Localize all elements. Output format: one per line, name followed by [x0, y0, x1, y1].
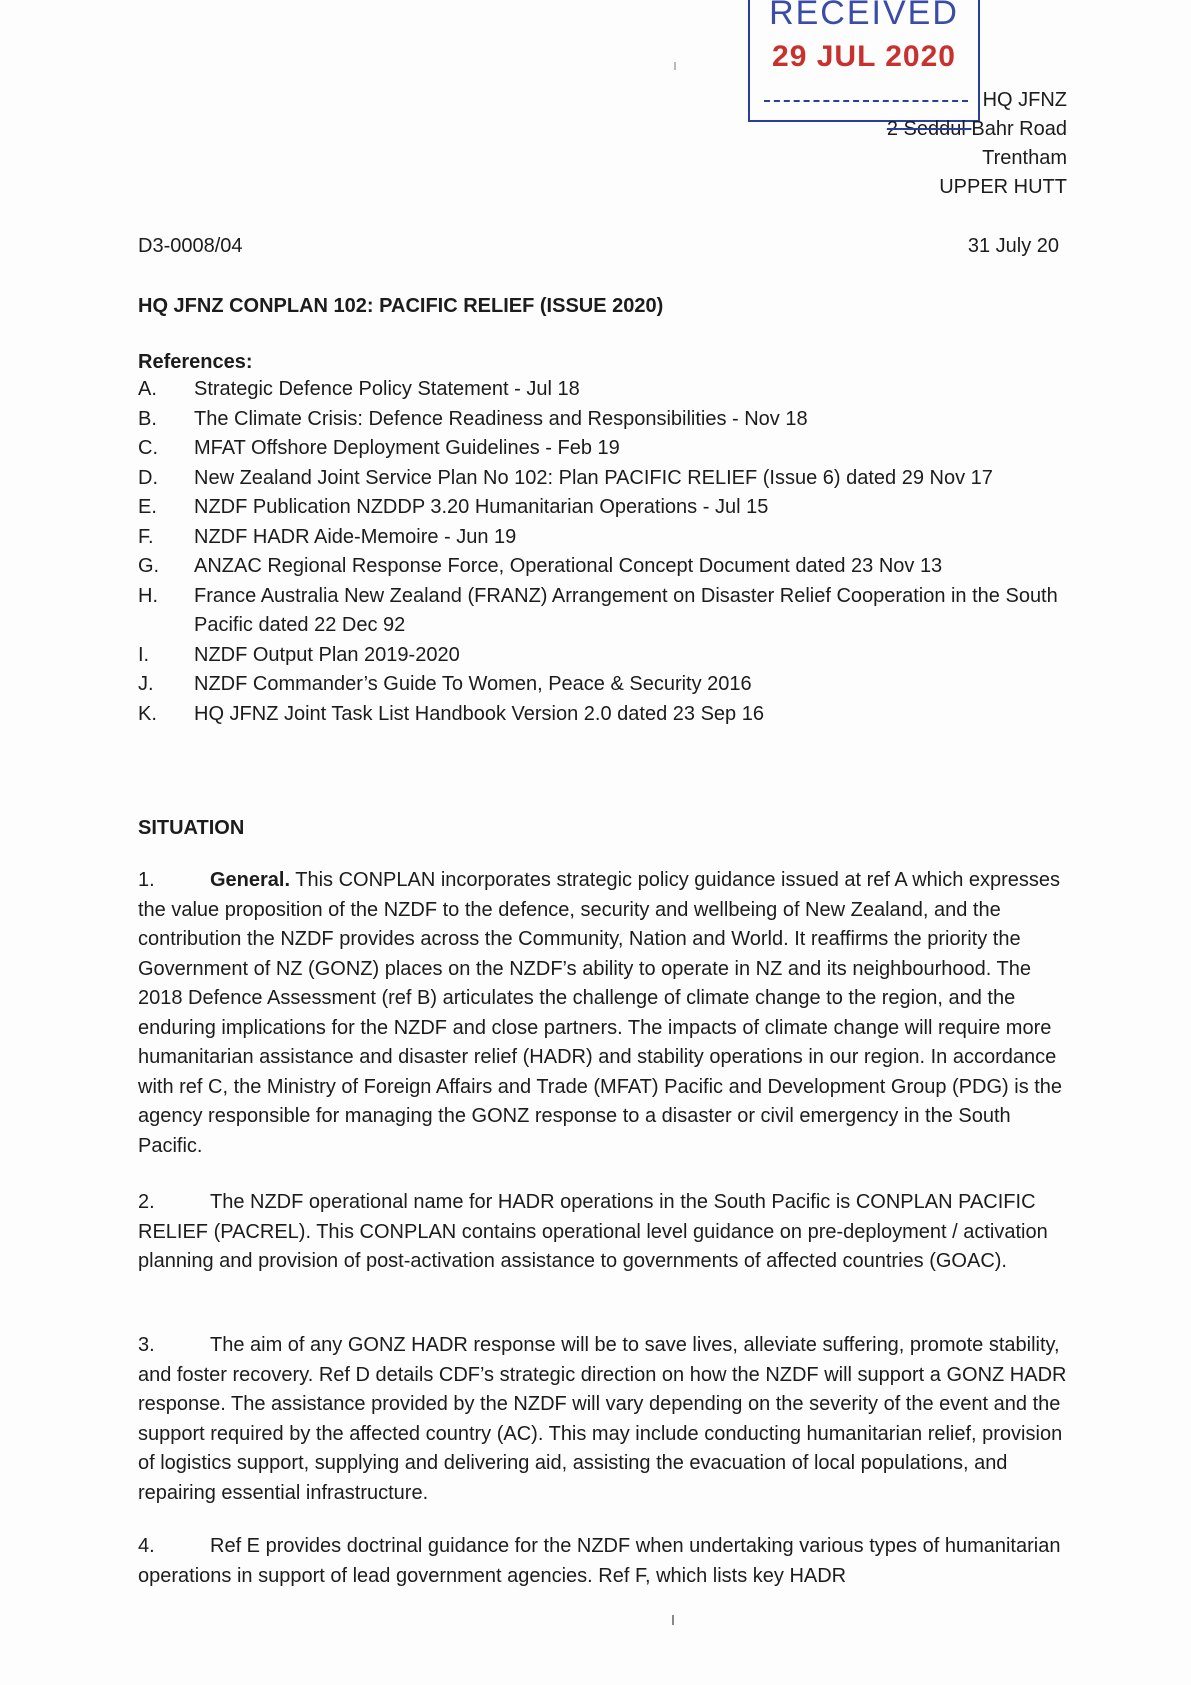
paragraph-number: 4.	[138, 1535, 155, 1557]
document-date: 31 July 20	[967, 235, 1059, 257]
paragraph-1	[138, 866, 1068, 1161]
reference-item	[138, 552, 1068, 582]
stamp-title: RECEIVED	[769, 0, 959, 32]
section-heading-situation: SITUATION	[138, 817, 245, 839]
paragraph-number: 1.	[138, 869, 155, 891]
paragraph-text: This CONPLAN incorporates strategic policy guidance issued at ref A which expresses the value proposition of the NZDF to the defence, security and wellbeing of New Zealand, and the contribution the NZDF provides across the Community, Nation and World. It reaffirms the priority the Government of NZ (GONZ) places on the NZDF’s ability to operate in NZ and its neighbourhood. The 2018 Defence Assessment (ref B) articulates the challenge of climate change to the region, and the enduring implications for the NZDF and close partners. The impacts of climate change will require more humanitarian assistance and disaster relief (HADR) and stability operations in our region. In accordance with ref C, the Ministry of Foreign Affairs and Trade (MFAT) Pacific and Development Group (PDG) is the agency responsible for managing the GONZ response to a disaster or civil emergency in the South Pacific.	[138, 869, 1063, 1157]
reference-item	[138, 700, 1068, 730]
reference-letter: A.	[138, 378, 157, 400]
paragraph-3	[138, 1331, 1068, 1508]
reference-letter: E.	[138, 496, 157, 518]
reference-text: New Zealand Joint Service Plan No 102: Plan PACIFIC RELIEF (Issue 6) dated 29 Nov 17	[194, 466, 993, 489]
reference-item	[138, 375, 1068, 405]
references-heading: References:	[138, 351, 253, 373]
reference-text: NZDF HADR Aide-Memoire - Jun 19	[194, 525, 517, 548]
reference-item	[138, 405, 1068, 435]
paragraph-2	[138, 1188, 1068, 1277]
reference-text: Strategic Defence Policy Statement - Jul 18	[194, 378, 580, 400]
reference-text: ANZAC Regional Response Force, Operational Concept Document dated 23 Nov 13	[194, 555, 943, 577]
reference-text: NZDF Output Plan 2019-2020	[194, 643, 460, 666]
paragraph-number: 3.	[138, 1334, 155, 1356]
reference-text: MFAT Offshore Deployment Guidelines - Feb 19	[194, 437, 620, 459]
reference-text: France Australia New Zealand (FRANZ) Arrangement on Disaster Relief Cooperation in the South Pacific dated 22 Dec 92	[194, 584, 1058, 636]
reference-item	[138, 464, 1068, 494]
stamp-date: 29 JUL 2020	[772, 40, 956, 73]
paragraph-text: Ref E provides doctrinal guidance for the NZDF when undertaking various types of humanitarian operations in support of lead government agencies. Ref F, which lists key HADR	[138, 1535, 1061, 1587]
document-title: HQ JFNZ CONPLAN 102: PACIFIC RELIEF (ISSUE 2020)	[138, 295, 664, 317]
paragraph-4	[138, 1532, 1068, 1591]
reference-letter: F.	[138, 525, 154, 548]
reference-text: NZDF Publication NZDDP 3.20 Humanitarian Operations - Jul 15	[194, 496, 769, 518]
sender-address	[887, 86, 1067, 202]
address-rest-text: Bahr Road	[971, 118, 1067, 140]
reference-text: HQ JFNZ Joint Task List Handbook Version 2.0 dated 23 Sep 16	[194, 702, 764, 725]
file-reference: D3-0008/04	[138, 235, 243, 257]
reference-item	[138, 523, 1068, 553]
address-struck-text: 2 Seddul	[886, 118, 972, 140]
paragraph-number: 2.	[138, 1191, 155, 1213]
reference-letter: K.	[138, 702, 157, 725]
paragraph-text: The NZDF operational name for HADR operations in the South Pacific is CONPLAN PACIFIC RELIEF (PACREL). This CONPLAN contains operational level guidance on pre-deployment / activation planning and provision of post-activation assistance to governments of affected countries (GOAC).	[138, 1191, 1048, 1272]
references-list	[138, 375, 1068, 729]
address-line-1: HQ JFNZ	[982, 89, 1067, 111]
paragraph-lead: General.	[210, 869, 291, 891]
address-line-2	[887, 115, 1067, 144]
reference-letter: D.	[138, 466, 158, 489]
reference-item	[138, 670, 1068, 700]
paragraph-text: The aim of any GONZ HADR response will be to save lives, alleviate suffering, promote stability, and foster recovery. Ref D details CDF’s strategic direction on how the NZDF will support a GONZ HADR response. The assistance provided by the NZDF will vary depending on the severity of the event and the support required by the affected country (AC). This may include conducting humanitarian relief, provision of logistics support, supplying and delivering aid, assisting the evacuation of local populations, and repairing essential infrastructure.	[138, 1334, 1067, 1504]
reference-letter: J.	[138, 673, 154, 695]
reference-item	[138, 434, 1068, 464]
reference-letter: C.	[138, 437, 158, 459]
address-line-4: UPPER HUTT	[939, 176, 1067, 198]
reference-item	[138, 641, 1068, 671]
reference-item	[138, 582, 1068, 641]
reference-text: NZDF Commander’s Guide To Women, Peace & Security 2016	[194, 673, 752, 695]
scan-artifact	[672, 1615, 674, 1625]
reference-letter: G.	[138, 555, 160, 577]
reference-item	[138, 493, 1068, 523]
reference-letter: I.	[138, 643, 150, 666]
address-line-3: Trentham	[982, 147, 1067, 169]
file-ref-and-date	[138, 232, 1059, 262]
scan-artifact	[674, 62, 676, 70]
reference-letter: H.	[138, 584, 158, 607]
reference-letter: B.	[138, 407, 157, 430]
reference-text: The Climate Crisis: Defence Readiness and Responsibilities - Nov 18	[194, 407, 808, 430]
